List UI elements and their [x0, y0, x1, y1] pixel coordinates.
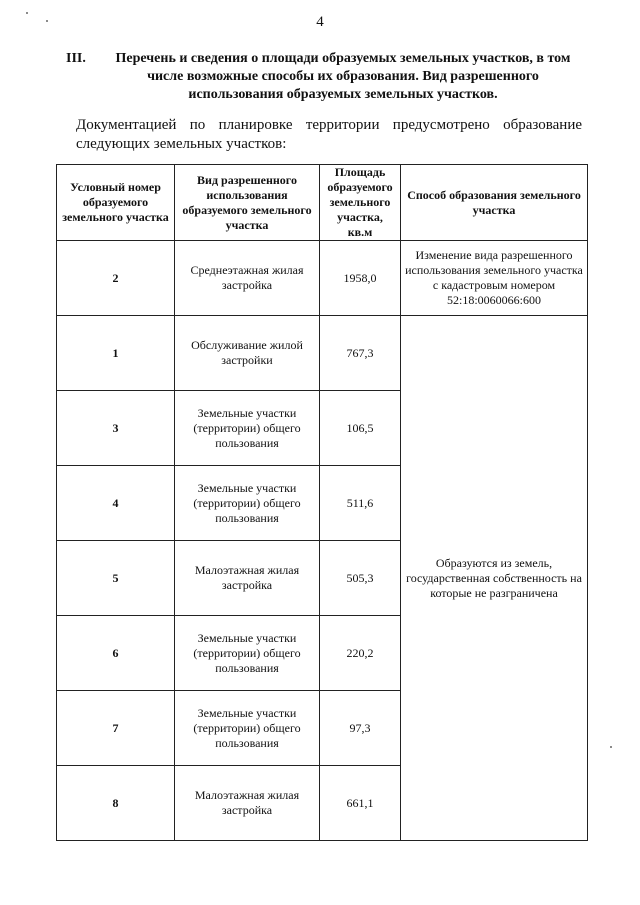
plot-number-cell: 3	[57, 391, 175, 466]
land-plots-table	[56, 164, 588, 841]
scan-speck	[610, 746, 612, 748]
intro-paragraph: Документацией по планировке территории предусмотрено образование следующих земельных участков:	[76, 117, 582, 152]
page-number: 4	[316, 14, 324, 30]
area-cell: 220,2	[320, 616, 401, 691]
permitted-use-cell: Земельные участки (территории) общего пользования	[175, 691, 320, 766]
table-row	[57, 316, 588, 391]
header-permitted-use: Вид разрешенного использования образуемого земельного участка	[175, 165, 320, 241]
permitted-use-cell: Среднеэтажная жилая застройка	[175, 241, 320, 316]
area-cell: 767,3	[320, 316, 401, 391]
permitted-use-cell: Земельные участки (территории) общего пользования	[175, 391, 320, 466]
plot-number-cell: 1	[57, 316, 175, 391]
area-cell: 505,3	[320, 541, 401, 616]
header-formation-method: Способ образования земельного участка	[401, 165, 588, 241]
area-cell: 106,5	[320, 391, 401, 466]
area-cell: 97,3	[320, 691, 401, 766]
area-cell: 661,1	[320, 766, 401, 841]
formation-method-merged-cell: Образуются из земель, государственная собственность на которые не разграничена	[401, 316, 588, 841]
permitted-use-cell: Обслуживание жилой застройки	[175, 316, 320, 391]
plot-number-cell: 4	[57, 466, 175, 541]
formation-method-cell: Изменение вида разрешенного использования земельного участка с кадастровым номером 52:18:0060066:600	[401, 241, 588, 316]
permitted-use-cell: Малоэтажная жилая застройка	[175, 541, 320, 616]
plot-number-cell: 8	[57, 766, 175, 841]
plot-number-cell: 5	[57, 541, 175, 616]
area-cell: 1958,0	[320, 241, 401, 316]
section-number: III.	[66, 51, 86, 66]
table-header-row	[57, 165, 588, 241]
plot-number-cell: 7	[57, 691, 175, 766]
header-plot-number: Условный номер образуемого земельного участка	[57, 165, 175, 241]
header-area: Площадь образуемого земельного участка, кв.м	[320, 165, 401, 241]
plot-number-cell: 2	[57, 241, 175, 316]
area-cell: 511,6	[320, 466, 401, 541]
section-title	[66, 50, 580, 104]
plot-number-cell: 6	[57, 616, 175, 691]
permitted-use-cell: Малоэтажная жилая застройка	[175, 766, 320, 841]
table-row	[57, 241, 588, 316]
permitted-use-cell: Земельные участки (территории) общего пользования	[175, 466, 320, 541]
permitted-use-cell: Земельные участки (территории) общего пользования	[175, 616, 320, 691]
section-title-text: Перечень и сведения о площади образуемых земельных участков, в том числе возможные способы их образования. Вид разрешенного использования образуемых земельных участков.	[115, 51, 571, 102]
